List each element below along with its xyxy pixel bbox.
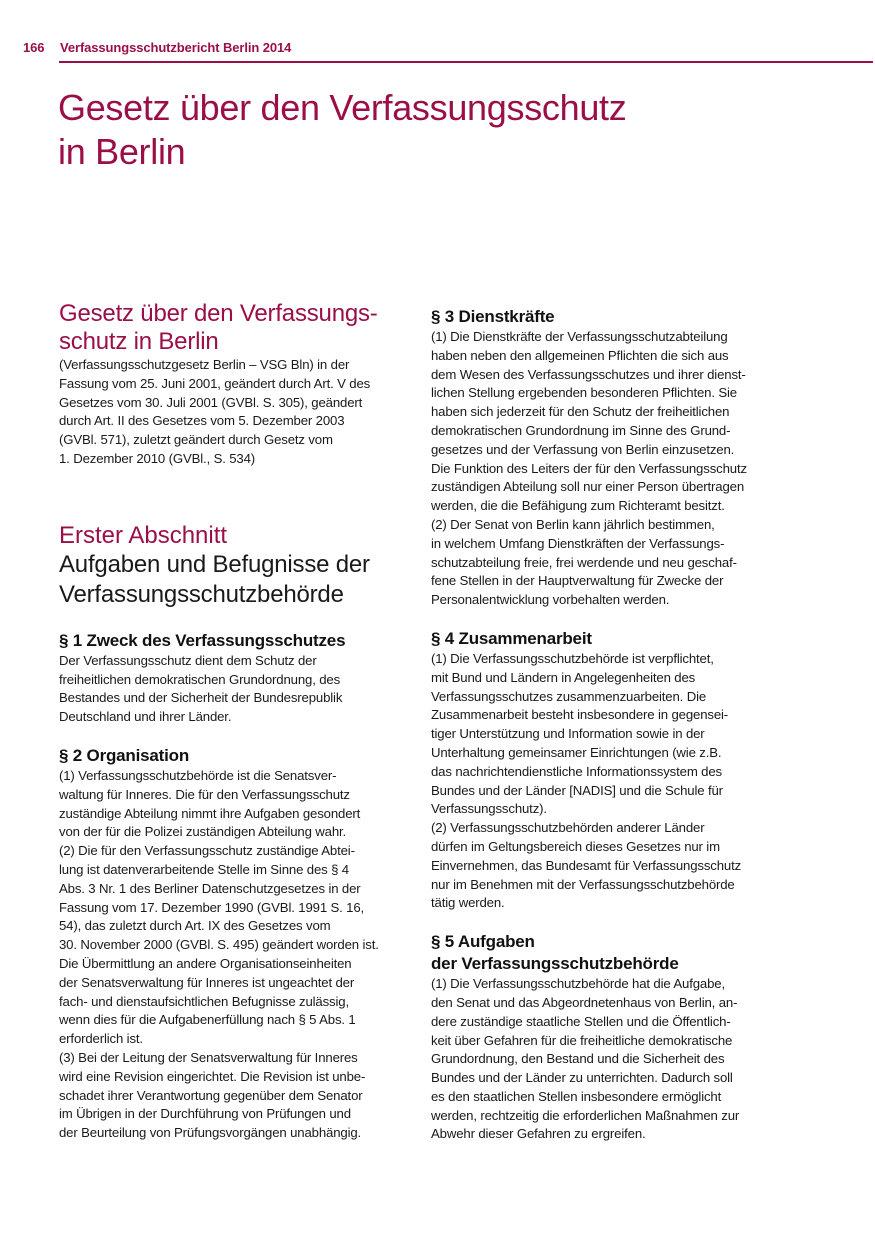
section-title-line: Verfassungsschutzbehörde	[59, 580, 344, 608]
text-line: Grundordnung, den Bestand und die Sicherheit des	[431, 1051, 725, 1067]
paragraph-4	[431, 628, 776, 913]
text-line: keit über Gefahren für die freiheitliche demokratische	[431, 1032, 733, 1048]
paragraph-5	[431, 931, 776, 1144]
text-line: Zusammenarbeit besteht insbesondere in gegensei-	[431, 707, 729, 723]
paragraph-2	[59, 745, 404, 1143]
heading-line: der Verfassungsschutzbehörde	[431, 954, 679, 974]
text-line: den Senat und das Abgeordnetenhaus von Berlin, an-	[431, 994, 738, 1010]
page-title	[58, 86, 678, 174]
text-line: Bundes und der Länder zu unterrichten. Dadurch soll	[431, 1070, 733, 1086]
paragraph-text	[59, 652, 404, 727]
page-title-line: in Berlin	[58, 131, 186, 172]
text-line: demokratischen Grundordnung im Sinne des Grund-	[431, 422, 731, 438]
paragraph-text	[431, 650, 776, 913]
text-line: (1) Die Dienstkräfte der Verfassungsschutzabteilung	[431, 329, 728, 344]
text-line: werden, die die Befähigung zum Richteramt besitzt.	[431, 498, 725, 514]
text-line: zuständigen Abteilung soll nur einer Person übertragen	[431, 479, 745, 495]
text-line: wenn dies für die Aufgabenerfüllung nach § 5 Abs. 1	[59, 1012, 356, 1028]
text-line: schutzabteilung freie, frei werdende und neu geschaf-	[431, 554, 737, 570]
text-line: zuständige Abteilung nimmt ihre Aufgaben gesondert	[59, 805, 361, 821]
text-line: Abwehr dieser Gefahren zu ergreifen.	[431, 1126, 646, 1142]
text-line: dere zuständige staatliche Stellen und die Öffentlich-	[431, 1013, 731, 1029]
text-line: durch Art. II des Gesetzes vom 5. Dezember 2003	[59, 413, 345, 429]
text-line: Der Verfassungsschutz dient dem Schutz der	[59, 652, 317, 668]
text-line: (1) Verfassungsschutzbehörde ist die Senatsver-	[59, 767, 337, 783]
text-line: 54), das zuletzt durch Art. IX des Gesetzes vom	[59, 918, 331, 934]
text-line: Die Funktion des Leiters der für den Verfassungsschutz	[431, 460, 747, 476]
left-column	[59, 300, 404, 1143]
law-title-line: schutz in Berlin	[59, 328, 219, 355]
text-line: (1) Die Verfassungsschutzbehörde ist verpflichtet,	[431, 650, 714, 666]
text-line: Personalentwicklung vorbehalten werden.	[431, 592, 670, 608]
law-subtitle	[59, 356, 404, 469]
text-line: mit Bund und Ländern in Angelegenheiten des	[431, 669, 696, 685]
law-title	[59, 300, 404, 356]
text-line: Gesetzes vom 30. Juli 2001 (GVBl. S. 305), geändert	[59, 394, 363, 410]
text-line: (1) Die Verfassungsschutzbehörde hat die Aufgabe,	[431, 976, 725, 992]
paragraph-heading: § 1 Zweck des Verfassungsschutzes	[59, 630, 346, 650]
text-line: gesetzes und der Verfassung von Berlin einzusetzen.	[431, 441, 735, 457]
text-line: fene Stellen in der Hauptverwaltung für Zwecke der	[431, 573, 724, 589]
text-line: dürfen im Geltungsbereich dieses Gesetzes nur im	[431, 838, 720, 854]
text-line: im Übrigen in der Durchführung von Prüfungen und	[59, 1106, 351, 1122]
section-title-line: Aufgaben und Befugnisse der	[59, 550, 370, 578]
text-line: (Verfassungsschutzgesetz Berlin – VSG Bln) in der	[59, 357, 350, 372]
text-line: werden, rechtzeitig die erforderlichen Maßnahmen zur	[431, 1107, 740, 1123]
page-title-line: Gesetz über den Verfassungsschutz	[58, 87, 627, 128]
text-line: Abs. 3 Nr. 1 des Berliner Datenschutzgesetzes in der	[59, 880, 361, 896]
text-line: schadet ihrer Verantwortung gegenüber dem Senator	[59, 1087, 363, 1103]
running-header	[23, 40, 291, 55]
text-line: 1. Dezember 2010 (GVBl., S. 534)	[59, 450, 256, 466]
text-line: tiger Unterstützung und Information sowie in der	[431, 726, 705, 742]
text-line: (2) Verfassungsschutzbehörden anderer Länder	[431, 820, 705, 836]
section-kicker: Erster Abschnitt	[59, 521, 228, 549]
text-line: nur im Benehmen mit der Verfassungsschutzbehörde	[431, 876, 735, 892]
text-line: wird eine Revision eingerichtet. Die Revision ist unbe-	[59, 1068, 366, 1084]
text-line: von der für die Polizei zuständigen Abteilung wahr.	[59, 824, 347, 840]
text-line: Deutschland und ihrer Länder.	[59, 709, 232, 725]
text-line: freiheitlichen demokratischen Grundordnung, des	[59, 671, 341, 687]
text-line: Einvernehmen, das Bundesamt für Verfassungsschutz	[431, 857, 742, 873]
law-title-line: Gesetz über den Verfassungs-	[59, 300, 378, 327]
text-line: Unterhaltung gemeinsamer Einrichtungen (wie z.B.	[431, 744, 722, 760]
header-rule-divider	[59, 61, 873, 63]
text-line: in welchem Umfang Dienstkräften der Verfassungs-	[431, 535, 725, 551]
text-line: waltung für Inneres. Die für den Verfassungsschutz	[59, 786, 350, 802]
text-line: der Beurteilung von Prüfungsvorgängen unabhängig.	[59, 1125, 362, 1141]
text-line: Bestandes und der Sicherheit der Bundesrepublik	[59, 690, 343, 706]
running-title: Verfassungsschutzbericht Berlin 2014	[60, 40, 292, 55]
text-line: (2) Die für den Verfassungsschutz zuständige Abtei-	[59, 843, 355, 859]
text-line: der Senatsverwaltung für Inneres ist ungeachtet der	[59, 974, 355, 990]
text-line: dem Wesen des Verfassungsschutzes und ihrer dienst-	[431, 366, 746, 382]
text-line: das nachrichtendienstliche Informationssystem des	[431, 763, 722, 779]
text-line: Fassung vom 17. Dezember 1990 (GVBl. 1991 S. 16,	[59, 899, 365, 915]
page-number: 166	[23, 40, 45, 55]
right-column	[431, 306, 776, 1144]
text-line: Die Übermittlung an andere Organisationseinheiten	[59, 955, 352, 971]
paragraph-3	[431, 306, 776, 610]
text-line: Verfassungsschutzes zusammenzuarbeiten. Die	[431, 688, 707, 704]
paragraph-text	[431, 328, 776, 610]
paragraph-text	[59, 767, 404, 1143]
paragraph-1	[59, 630, 404, 727]
text-line: haben neben den allgemeinen Pflichten die sich aus	[431, 347, 729, 363]
text-line: fach- und dienstaufsichtlichen Befugnisse zulässig,	[59, 993, 349, 1009]
text-line: (2) Der Senat von Berlin kann jährlich bestimmen,	[431, 516, 715, 532]
text-line: Bundes und der Länder [NADIS] und die Schule für	[431, 782, 723, 798]
text-line: 30. November 2000 (GVBl. S. 495) geändert worden ist.	[59, 937, 379, 953]
text-line: erforderlich ist.	[59, 1031, 143, 1047]
text-line: tätig werden.	[431, 895, 505, 911]
heading-line: § 5 Aufgaben	[431, 932, 535, 952]
text-line: es den staatlichen Stellen insbesondere ermöglicht	[431, 1088, 722, 1104]
paragraph-heading: § 4 Zusammenarbeit	[431, 628, 592, 648]
text-line: (3) Bei der Leitung der Senatsverwaltung für Inneres	[59, 1049, 358, 1065]
paragraph-heading: § 3 Dienstkräfte	[431, 307, 555, 326]
text-line: lichen Stellung ergebenden besonderen Pflichten. Sie	[431, 385, 737, 401]
paragraph-heading	[431, 931, 776, 975]
section-title	[59, 550, 404, 610]
paragraph-heading: § 2 Organisation	[59, 745, 190, 765]
text-line: Verfassungsschutz).	[431, 801, 547, 817]
paragraph-text	[431, 975, 776, 1144]
text-line: lung ist datenverarbeitende Stelle im Sinne des § 4	[59, 861, 349, 877]
text-line: Fassung vom 25. Juni 2001, geändert durch Art. V des	[59, 375, 371, 391]
text-line: (GVBl. 571), zuletzt geändert durch Gesetz vom	[59, 432, 333, 448]
text-line: haben sich jederzeit für den Schutz der freiheitlichen	[431, 404, 730, 420]
